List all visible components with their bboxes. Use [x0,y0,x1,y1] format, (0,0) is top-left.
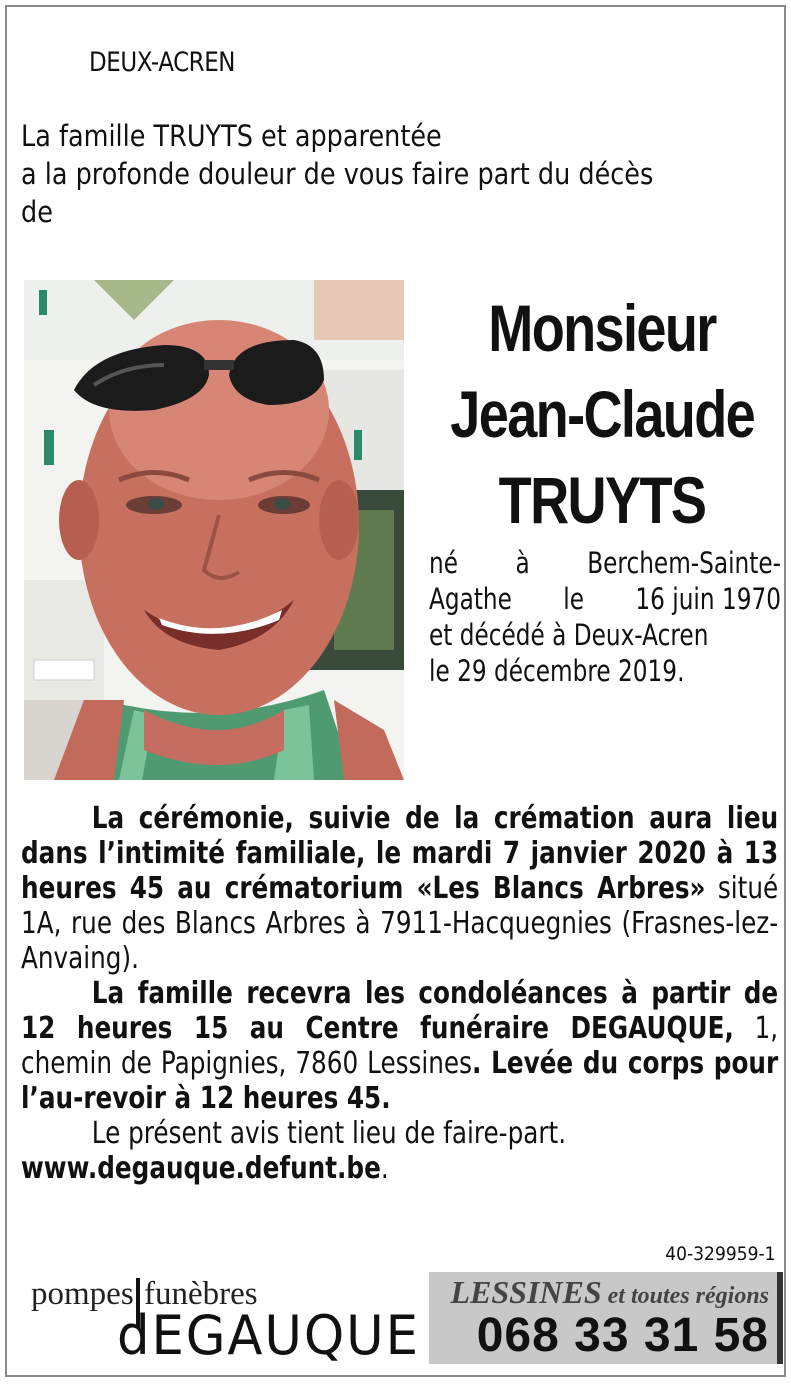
portrait-photo [24,280,404,780]
ceremony-location: situé 1A, rue des Blancs Arbres à 7911-Hacquegnies (Frasnes-lez-Anvaing). [21,871,779,976]
condolences-bold: La famille recevra les condoléances à partir de 12 heures 15 au Centre funéraire DEGAUQUE, [21,976,779,1046]
website-dot: . [380,1151,389,1186]
birth-place-cont: Agathe [429,582,512,616]
notice-paragraph: Le présent avis tient lieu de faire-part. [91,1116,567,1151]
ceremony-bold: La cérémonie, suivie de la crémation aura lieu dans l’intimité familiale, le mardi 7 janvier 2020 à 13 heures 45 au crématorium «Les Blancs Arbres» [21,801,779,906]
birth-line-1 [429,545,781,581]
town-heading: DEUX-ACREN [89,47,236,78]
brand-logo: dEGAUQUE [117,1304,420,1367]
service-region [424,1274,769,1311]
death-line-1: et décédé à Deux-Acren [429,618,709,652]
funeral-home-banner [19,1272,779,1367]
deceased-title: Monsieur [488,291,716,365]
deceased-first-name: Jean-Claude [450,377,755,451]
birth-place: Berchem-Sainte- [587,546,781,580]
condolences-paragraph [21,976,778,1116]
ceremony-details [21,801,778,1186]
region-rest: et toutes régions [601,1283,769,1309]
intro-text [21,117,778,231]
birth-text: né [429,546,458,580]
obituary-notice [5,5,786,1377]
levee-text: Levée du corps pour l’au-revoir à 12 heures 45. [21,1046,779,1116]
intro-line-3: de [21,195,53,229]
condolences-dot: . [471,1046,492,1081]
condolences-address: 1, chemin de Papignies, 7860 Lessines [21,1011,779,1081]
death-line-2: le 29 décembre 2019. [429,654,685,688]
funebres-label: funèbres [144,1276,258,1312]
phone-number[interactable]: 068 33 31 58 [476,1309,769,1362]
deceased-name [417,285,787,543]
reference-number: 40-329959-1 [665,1243,776,1265]
birth-text: le [563,582,584,616]
ceremony-paragraph [21,801,778,976]
birth-text: à [515,546,530,580]
birth-date: 16 juin 1970 [635,582,781,616]
deceased-last-name: TRUYTS [498,463,706,537]
website-link[interactable]: www.degauque.defunt.be [21,1151,381,1186]
birth-death-info [429,545,781,689]
birth-line-2 [429,581,781,617]
intro-line-2: a la profonde douleur de vous faire part du décès [21,157,654,191]
website-paragraph [21,1151,778,1186]
intro-line-1: La famille TRUYTS et apparentée [21,119,442,153]
region-city: LESSINES [450,1274,602,1310]
pompes-label: pompes [31,1276,134,1312]
